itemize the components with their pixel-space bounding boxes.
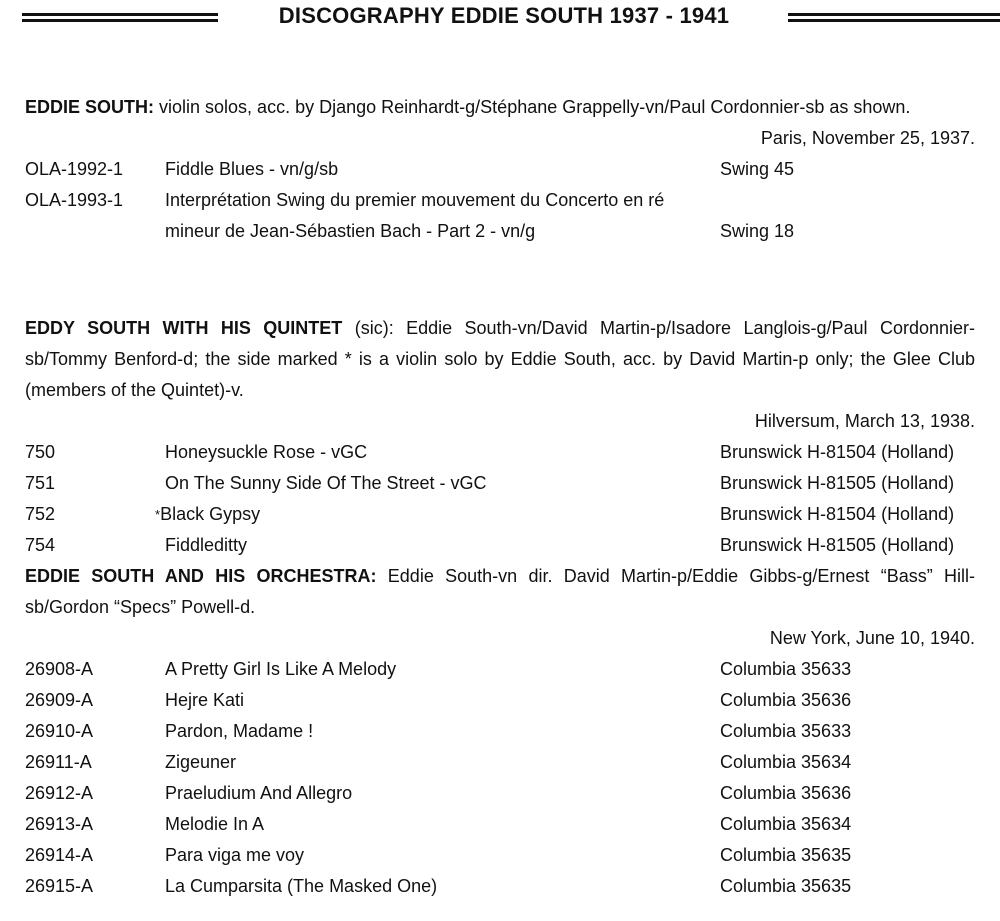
session-personnel [25,561,975,623]
track-row [25,809,975,840]
record-label: Columbia 35635 [720,876,852,896]
record-label: Columbia 35633 [720,659,852,679]
track-title: Fiddle Blues - vn/g/sb [165,159,339,179]
session-new-york-1940 [25,561,975,902]
track-row [25,840,975,871]
track-row [25,871,975,902]
matrix-number: 26915-A [25,876,94,896]
session-artist: EDDIE SOUTH: [25,97,155,117]
track-title: Para viga me voy [165,845,305,865]
session-hilversum-1938 [25,313,975,561]
track-title: On The Sunny Side Of The Street - vGC [165,473,487,493]
track-title: Zigeuner [165,752,237,772]
track-row [25,716,975,747]
solo-marker: * [155,507,161,522]
track-row [25,468,975,499]
track-row [25,437,975,468]
track-row [25,154,975,185]
record-label: Brunswick H-81505 (Holland) [720,535,955,555]
record-label: Columbia 35633 [720,721,852,741]
record-label: Brunswick H-81504 (Holland) [720,504,955,524]
track-row [25,185,975,247]
session-place-date: Hilversum, March 13, 1938. [754,411,975,431]
session-personnel-text: violin solos, acc. by Django Reinhardt-g/Stéphane Grappelly-vn/Paul Cordonnier-sb as shown. [154,97,911,117]
track-title-with-marker [155,499,260,530]
matrix-number: 26910-A [25,721,94,741]
record-label: Brunswick H-81504 (Holland) [720,442,955,462]
matrix-number: 754 [25,535,56,555]
track-title: La Cumparsita (The Masked One) [165,876,438,896]
matrix-number: 26913-A [25,814,94,834]
track-title: Pardon, Madame ! [165,721,314,741]
session-place-date: New York, June 10, 1940. [769,628,975,648]
track-title: Fiddleditty [165,535,248,555]
record-label: Columbia 35636 [720,783,852,803]
track-row [25,778,975,809]
session-personnel-text: Eddie South-vn dir. David Martin-p/Eddie Gibbs-g/Ernest “Bass” Hill-sb/Gordon “Specs” Powell-d. [25,566,975,617]
session-personnel [25,313,975,406]
track-title: Interprétation Swing du premier mouvement du Concerto en ré mineur de Jean-Sébastien Bach - Part 2 - vn/g [165,190,665,241]
track-row [25,654,975,685]
matrix-number: 752 [25,504,56,524]
matrix-number: 26909-A [25,690,94,710]
matrix-number: 26912-A [25,783,94,803]
session-place-date: Paris, November 25, 1937. [760,128,975,148]
track-title: Hejre Kati [165,690,245,710]
track-row [25,499,975,530]
matrix-number: OLA-1992-1 [25,159,124,179]
record-label: Brunswick H-81505 (Holland) [720,473,955,493]
header-rule-left [22,13,218,22]
record-label: Swing 18 [720,221,795,241]
matrix-number: 750 [25,442,56,462]
matrix-number: OLA-1993-1 [25,190,124,210]
track-title: Honeysuckle Rose - vGC [165,442,368,462]
track-title: Melodie In A [165,814,265,834]
track-title: Black Gypsy [160,504,261,524]
record-label: Swing 45 [720,159,795,179]
session-artist: EDDY SOUTH WITH HIS QUINTET [25,318,343,338]
record-label: Columbia 35636 [720,690,852,710]
session-personnel [25,92,975,123]
header-rule-right [788,13,1000,22]
track-row [25,530,975,561]
track-row [25,685,975,716]
matrix-number: 26908-A [25,659,94,679]
track-title: Praeludium And Allegro [165,783,353,803]
record-label: Columbia 35634 [720,814,852,834]
matrix-number: 26914-A [25,845,94,865]
page-header [0,3,1000,37]
page-title: DISCOGRAPHY EDDIE SOUTH 1937 - 1941 [278,3,730,28]
matrix-number: 26911-A [25,752,92,772]
track-row [25,747,975,778]
record-label: Columbia 35635 [720,845,852,865]
session-paris-1937 [25,92,975,247]
record-label: Columbia 35634 [720,752,852,772]
session-personnel-text: (sic): Eddie South-vn/David Martin-p/Isadore Langlois-g/Paul Cordonnier-sb/Tommy Benford-d; the side marked * is a violin solo by Eddie South, acc. by David Martin-p only; the Glee Club (members of the Quintet)-v. [25,318,975,400]
track-title: A Pretty Girl Is Like A Melody [165,659,397,679]
matrix-number: 751 [25,473,56,493]
session-artist: EDDIE SOUTH AND HIS ORCHESTRA: [25,566,377,586]
